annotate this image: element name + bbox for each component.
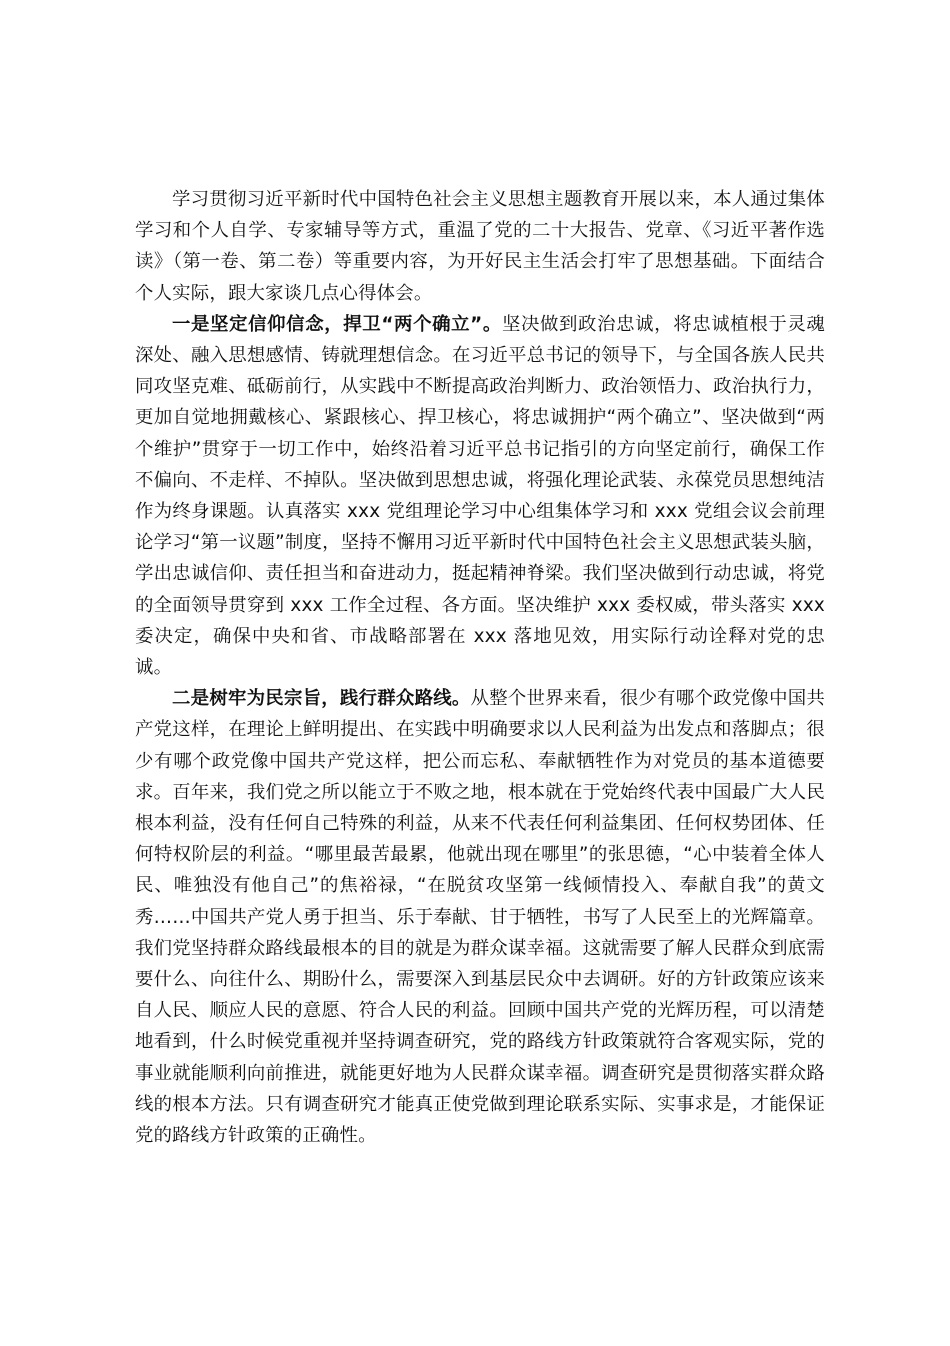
paragraph-text: 坚决做到政治忠诚，将忠诚植根于灵魂深处、融入思想感情、铸就理想信念。在习近平总书记的领导下，与全国各族人民共同攻坚克难、砥砺前行，从实践中不断提高政治判断力、政治领悟力、政治执行力，更加自觉地拥戴核心、紧跟核心、捍卫核心，将忠诚拥护“两个确立”、坚决做到“两个维护”贯穿于一切工作中，始终沿着习近平总书记指引的方向坚定前行，确保工作不偏向、不走样、不掉队。坚决做到思想忠诚，将强化理论武装、永葆党员思想纯洁作为终身课题。认真落实 xxx 党组理论学习中心组集体学习和 xxx 党组会议会前理论学习“第一议题”制度，坚持不懈用习近平新时代中国特色社会主义思想武装头脑，学出忠诚信仰、责任担当和奋进动力，挺起精神脊梁。我们坚决做到行动忠诚，将党的全面领导贯穿到 xxx 工作全过程、各方面。坚决维护 xxx 委权威，带头落实 xxx 委决定，确保中央和省、市战略部署在 xxx 落地见效，用实际行动诠释对党的忠诚。 [135, 313, 826, 679]
paragraph-point-one [135, 309, 825, 683]
paragraph-point-two [135, 683, 825, 1151]
paragraph-heading: 一是坚定信仰信念，捍卫“两个确立”。 [172, 313, 502, 335]
paragraph-text: 学习贯彻习近平新时代中国特色社会主义思想主题教育开展以来，本人通过集体学习和个人自学、专家辅导等方式，重温了党的二十大报告、党章、《习近平著作选读》（第一卷、第二卷）等重要内容，为开好民主生活会打牢了思想基础。下面结合个人实际，跟大家谈几点心得体会。 [135, 189, 825, 304]
paragraph-intro [135, 184, 825, 309]
paragraph-heading: 二是树牢为民宗旨，践行群众路线。 [172, 688, 471, 710]
paragraph-text: 从整个世界来看，很少有哪个政党像中国共产党这样，在理论上鲜明提出、在实践中明确要求以人民利益为出发点和落脚点；很少有哪个政党像中国共产党这样，把公而忘私、奉献牺牲作为对党员的基本道德要求。百年来，我们党之所以能立于不败之地，根本就在于党始终代表中国最广大人民根本利益，没有任何自己特殊的利益，从来不代表任何利益集团、任何权势团体、任何特权阶层的利益。“哪里最苦最累，他就出现在哪里”的张思德，“心中装着全体人民、唯独没有他自己”的焦裕禄，“在脱贫攻坚第一线倾情投入、奉献自我”的黄文秀……中国共产党人勇于担当、乐于奉献、甘于牺牲，书写了人民至上的光辉篇章。我们党坚持群众路线最根本的目的就是为群众谋幸福。这就需要了解人民群众到底需要什么、向往什么、期盼什么，需要深入到基层民众中去调研。好的方针政策应该来自人民、顺应人民的意愿、符合人民的利益。回顾中国共产党的光辉历程，可以清楚地看到，什么时候党重视并坚持调查研究，党的路线方针政策就符合客观实际，党的事业就能顺利向前推进，就能更好地为人民群众谋幸福。调查研究是贯彻落实群众路线的根本方法。只有调查研究才能真正使党做到理论联系实际、实事求是，才能保证党的路线方针政策的正确性。 [135, 688, 825, 1147]
document-body [135, 184, 825, 1151]
